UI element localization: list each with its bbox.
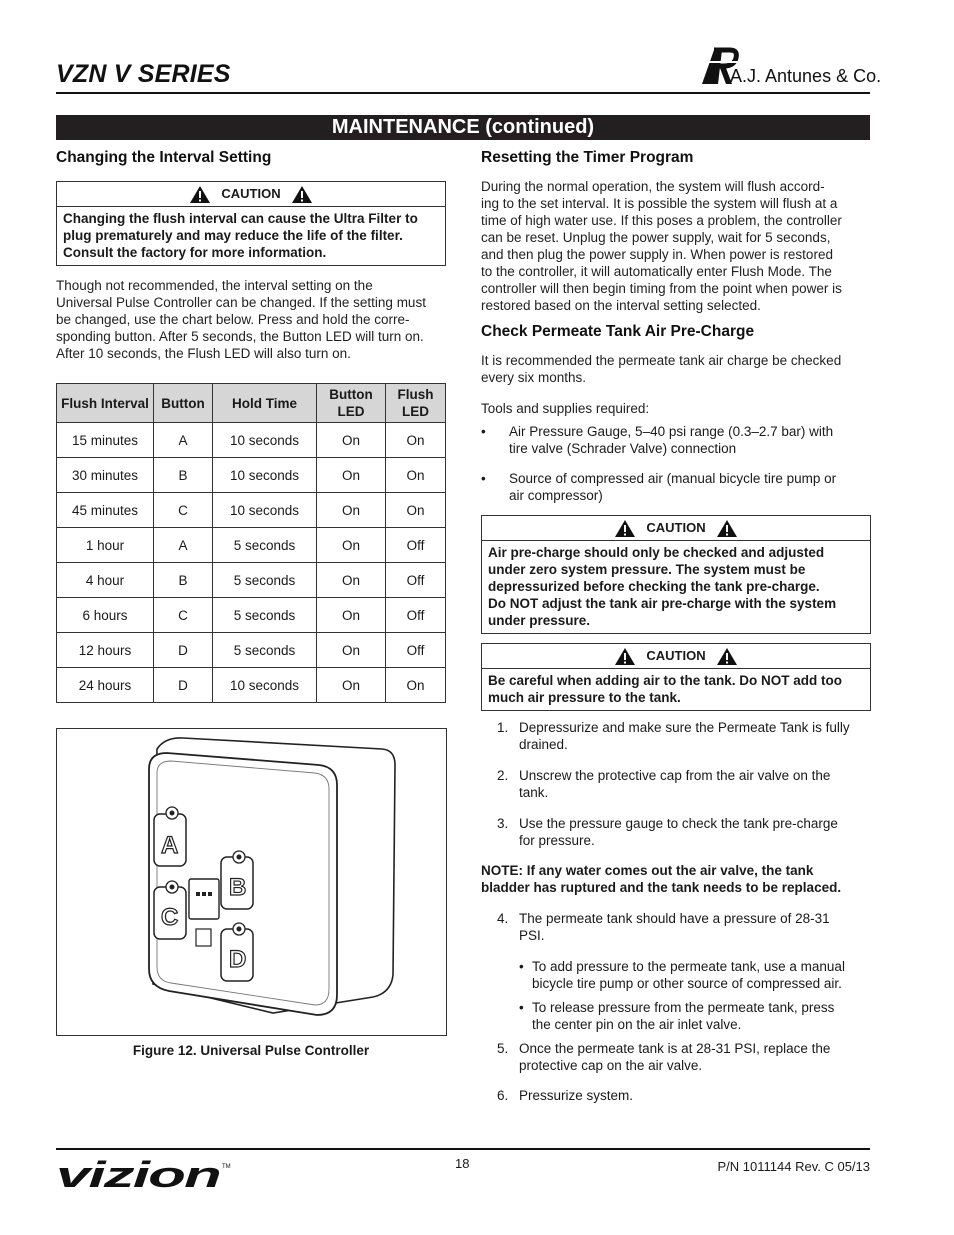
tools-list (481, 423, 873, 503)
step-line: drained. (519, 737, 568, 752)
table-cell: 1 hour (57, 528, 154, 563)
table-cell: 15 minutes (57, 423, 154, 458)
part-number: P/N 1011144 Rev. C 05/13 (717, 1159, 870, 1174)
col-header-button: Button (154, 384, 213, 423)
table-cell: C (154, 493, 213, 528)
paragraph-line: can be reset. Unplug the power supply, wait for 5 seconds, (481, 230, 831, 245)
col-header-flush-interval: Flush Interval (57, 384, 154, 423)
col-header-flush-led: Flush LED (386, 384, 446, 423)
paragraph-line: During the normal operation, the system will flush accord- (481, 179, 825, 194)
step-number: 1. (497, 720, 509, 735)
paragraph-line: ing to the set interval. It is possible the system will flush at a (481, 196, 838, 211)
table-cell: 12 hours (57, 633, 154, 668)
table-cell: 4 hour (57, 563, 154, 598)
series-title: VZN V SERIES (56, 60, 231, 88)
step-line: protective cap on the air valve. (519, 1058, 703, 1073)
step-line: Depressurize and make sure the Permeate Tank is fully (519, 720, 850, 735)
table-cell: 5 seconds (213, 563, 317, 598)
note-line: bladder has ruptured and the tank needs to be replaced. (481, 880, 842, 895)
paragraph-line: After 10 seconds, the Flush LED will also turn on. (56, 346, 351, 361)
warning-icon (189, 185, 211, 204)
table-cell: 45 minutes (57, 493, 154, 528)
tools-label: Tools and supplies required: (481, 401, 650, 416)
table-header-row (57, 384, 446, 423)
table-cell: On (317, 633, 386, 668)
table-cell: On (386, 458, 446, 493)
col-header-hold-time: Hold Time (213, 384, 317, 423)
warning-icon (614, 519, 636, 538)
table-cell: 10 seconds (213, 668, 317, 703)
step-number: 6. (497, 1088, 509, 1103)
button-c-label: C (161, 904, 179, 931)
table-cell: C (154, 598, 213, 633)
tool-line: Source of compressed air (manual bicycle tire pump or (509, 471, 837, 486)
caution-box-precharge (481, 515, 871, 634)
step-line: Once the permeate tank is at 28-31 PSI, replace the (519, 1041, 831, 1056)
table-row (57, 493, 446, 528)
step-line: Unscrew the protective cap from the air valve on the (519, 768, 831, 783)
table-cell: 5 seconds (213, 528, 317, 563)
table-row (57, 563, 446, 598)
warning-icon (291, 185, 313, 204)
col-header-button-led: Button LED (317, 384, 386, 423)
table-cell: On (317, 458, 386, 493)
table-cell: Off (386, 598, 446, 633)
paragraph-line: It is recommended the permeate tank air charge be checked (481, 353, 842, 368)
caution-header (482, 644, 870, 669)
paragraph-line: sponding button. After 5 seconds, the Button LED will turn on. (56, 329, 424, 344)
table-cell: 5 seconds (213, 633, 317, 668)
paragraph-line: controller will then begin timing from the point when power is (481, 281, 842, 296)
paragraph-line: every six months. (481, 370, 587, 385)
table-cell: On (386, 493, 446, 528)
paragraph-line: be changed, use the chart below. Press and hold the corre- (56, 312, 410, 327)
caution-label: CAUTION (646, 520, 706, 535)
caution-line: depressurized before checking the tank pre-charge. (488, 579, 820, 594)
list-item (481, 719, 873, 767)
caution-text: Changing the flush interval can cause the Ultra Filter to plug prematurely and may reduce the life of the filter. Consult the factory for more information. (63, 211, 418, 260)
note (481, 862, 873, 896)
precharge-heading: Check Permeate Tank Air Pre-Charge (481, 323, 755, 340)
table-cell: On (317, 598, 386, 633)
steps-list-2 (481, 910, 873, 1107)
table-body (57, 423, 446, 703)
table-cell: Off (386, 563, 446, 598)
caution-label: CAUTION (221, 186, 281, 201)
button-a-label: A (161, 832, 179, 859)
list-item: • To add pressure to the permeate tank, use a manual bicycle tire pump or other source of compressed air. (519, 959, 845, 991)
step-number: 4. (497, 911, 509, 926)
antunes-logo (700, 46, 882, 86)
list-item (481, 815, 873, 863)
list-item (481, 767, 873, 815)
paragraph-line: restored based on the interval setting selected. (481, 298, 761, 313)
step-line: Use the pressure gauge to check the tank pre-charge (519, 816, 838, 831)
paragraph-line: time of high water use. If this poses a problem, the controller (481, 213, 842, 228)
table-row (57, 458, 446, 493)
table-cell: A (154, 528, 213, 563)
step-number: 3. (497, 816, 509, 831)
table-cell: On (317, 563, 386, 598)
caution-line: Air pre-charge should only be checked and adjusted (488, 545, 825, 560)
table-cell: 10 seconds (213, 423, 317, 458)
vizion-wordmark: vizion (56, 1158, 220, 1190)
list-item: • To release pressure from the permeate tank, press the center pin on the air inlet valve. (519, 1000, 835, 1032)
interval-table (56, 383, 446, 703)
table-cell: Off (386, 633, 446, 668)
controller-figure (56, 728, 447, 1036)
vizion-logo-icon (56, 1158, 232, 1190)
table-cell: D (154, 633, 213, 668)
caution-label: CAUTION (646, 648, 706, 663)
table-row (57, 598, 446, 633)
paragraph-line: and then plug the power supply in. When power is restored (481, 247, 833, 262)
interval-paragraph (56, 277, 448, 362)
table-cell: 5 seconds (213, 598, 317, 633)
table-cell: 10 seconds (213, 493, 317, 528)
step-line: tank. (519, 785, 549, 800)
caution-line: much air pressure to the tank. (488, 690, 681, 705)
table-cell: 24 hours (57, 668, 154, 703)
table-cell: D (154, 668, 213, 703)
tool-line: air compressor) (509, 488, 603, 503)
caution-text (482, 669, 870, 710)
table-cell: On (386, 423, 446, 458)
caution-line: under pressure. (488, 613, 591, 628)
figure-caption: Figure 12. Universal Pulse Controller (132, 1043, 370, 1058)
universal-pulse-controller-illustration (57, 729, 446, 1035)
list-item (481, 910, 873, 958)
caution-line: Be careful when adding air to the tank. Do NOT add too (488, 673, 843, 688)
section-title: MAINTENANCE (continued) (56, 115, 870, 140)
interval-heading: Changing the Interval Setting (56, 149, 272, 166)
warning-icon (716, 647, 738, 666)
table-row (57, 423, 446, 458)
sub-bullet-line: the center pin on the air inlet valve. (532, 1017, 742, 1032)
step-number: 5. (497, 1041, 509, 1056)
header-rule (56, 92, 870, 94)
table-cell: On (386, 668, 446, 703)
warning-icon (614, 647, 636, 666)
paragraph-line: Though not recommended, the interval setting on the (56, 278, 373, 293)
paragraph-line: to the controller, it will automatically enter Flush Mode. The (481, 264, 832, 279)
table-cell: Off (386, 528, 446, 563)
caution-box-interval (56, 181, 446, 266)
list-item: • Air Pressure Gauge, 5–40 psi range (0.3–2.7 bar) with tire valve (Schrader Valve) connection (481, 424, 834, 456)
table-cell: 30 minutes (57, 458, 154, 493)
button-d-label: D (229, 946, 247, 973)
caution-header (57, 182, 445, 207)
reset-heading: Resetting the Timer Program (481, 149, 694, 166)
svg-text:TM: TM (222, 1164, 231, 1170)
table-cell: On (317, 528, 386, 563)
table-row (57, 528, 446, 563)
caution-text (482, 541, 870, 633)
table-cell: B (154, 563, 213, 598)
brand-name: A.J. Antunes & Co. (730, 66, 882, 86)
paragraph-line: Universal Pulse Controller can be changed. If the setting must (56, 295, 426, 310)
table-cell: A (154, 423, 213, 458)
caution-box-air (481, 643, 871, 711)
table-cell: 10 seconds (213, 458, 317, 493)
table-cell: 6 hours (57, 598, 154, 633)
page-number: 18 (455, 1156, 470, 1171)
table-cell: On (317, 668, 386, 703)
tool-line: tire valve (Schrader Valve) connection (509, 441, 737, 456)
recommend-paragraph (481, 352, 873, 386)
step-line: The permeate tank should have a pressure of 28-31 (519, 911, 830, 926)
sub-bullet-line: bicycle tire pump or other source of compressed air. (532, 976, 842, 991)
table-cell: On (317, 423, 386, 458)
steps-list (481, 719, 873, 863)
table-cell: On (317, 493, 386, 528)
step-line: for pressure. (519, 833, 595, 848)
footer-rule (56, 1148, 870, 1150)
table-cell: B (154, 458, 213, 493)
step-line: Pressurize system. (519, 1088, 634, 1103)
reset-paragraph (481, 178, 873, 314)
list-item (481, 1087, 873, 1107)
button-b-label: B (229, 874, 247, 901)
tool-line: Air Pressure Gauge, 5–40 psi range (0.3–2.7 bar) with (509, 424, 834, 439)
caution-line: under zero system pressure. The system must be (488, 562, 806, 577)
list-item: • Source of compressed air (manual bicycle tire pump or air compressor) (481, 471, 837, 503)
sub-bullet-line: To add pressure to the permeate tank, use a manual (532, 959, 845, 974)
caution-line: Do NOT adjust the tank air pre-charge with the system (488, 596, 837, 611)
warning-icon (716, 519, 738, 538)
note-line: NOTE: If any water comes out the air valve, the tank (481, 863, 814, 878)
table-row (57, 633, 446, 668)
vizion-logo (56, 1158, 232, 1190)
step-number: 2. (497, 768, 509, 783)
caution-header (482, 516, 870, 541)
table-row (57, 668, 446, 703)
list-item (481, 1040, 873, 1087)
sub-bullet-line: To release pressure from the permeate tank, press (532, 1000, 835, 1015)
step-line: PSI. (519, 928, 545, 943)
